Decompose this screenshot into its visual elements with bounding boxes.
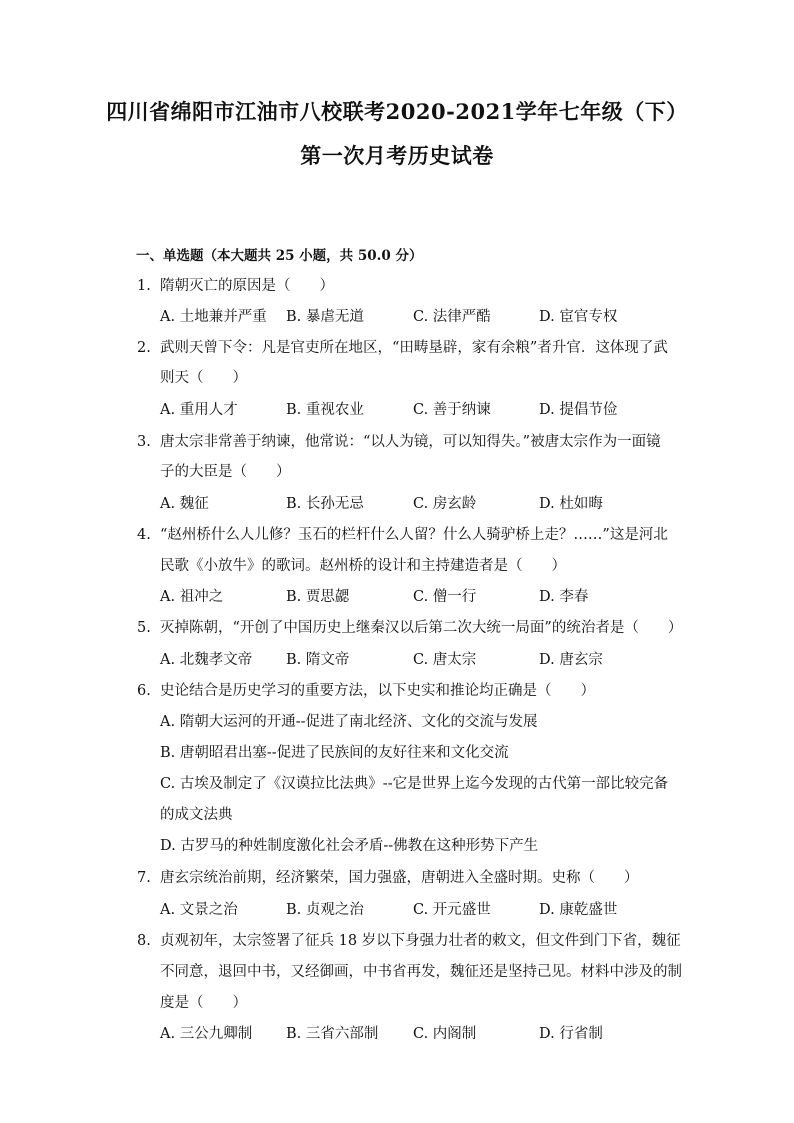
- question-number: 4.: [137, 527, 151, 543]
- option-c: C. 古埃及制定了《汉谟拉比法典》--它是世界上迄今发现的古代第一部比较完备: [160, 776, 669, 792]
- option-d: D. 提倡节俭: [539, 402, 618, 418]
- option-a: A. 祖冲之: [160, 589, 224, 605]
- question-stem-cont-2: 度是（ ）: [160, 995, 247, 1011]
- option-c: C. 僧一行: [413, 589, 477, 605]
- question-stem: “赵州桥什么人儿修？玉石的栏杆什么人留？什么人骑驴桥上走？……”这是河北: [160, 527, 668, 543]
- option-c: C. 开元盛世: [413, 902, 491, 918]
- option-c: C. 善于纳谏: [413, 402, 491, 418]
- question-stem: 唐玄宗统治前期，经济繁荣，国力强盛，唐朝进入全盛时期。史称（ ）: [160, 870, 639, 886]
- option-b: B. 重视农业: [286, 402, 364, 418]
- option-a: A. 文景之治: [160, 902, 238, 918]
- question-stem: 史论结合是历史学习的重要方法，以下史实和推论均正确是（ ）: [160, 683, 595, 699]
- option-d: D. 行省制: [539, 1026, 603, 1042]
- option-a: A. 北魏孝文帝: [160, 652, 253, 668]
- option-c: C. 唐太宗: [413, 652, 477, 668]
- option-a: A. 三公九卿制: [160, 1026, 253, 1042]
- question-stem: 贞观初年，太宗签署了征兵 18 岁以下身强力壮者的敕文，但文件到门下省，魏征: [160, 933, 681, 949]
- option-a: A. 魏征: [160, 496, 209, 512]
- option-c: C. 法律严酷: [413, 309, 491, 325]
- option-b: B. 隋文帝: [286, 652, 350, 668]
- option-d: D. 杜如晦: [539, 496, 603, 512]
- question-number: 2.: [137, 340, 151, 356]
- page-title-line-1: 四川省绵阳市江油市八校联考2020-2021学年七年级（下）: [106, 99, 688, 124]
- option-b: B. 唐朝昭君出塞--促进了民族间的友好往来和文化交流: [160, 745, 509, 761]
- option-d: D. 古罗马的种姓制度激化社会矛盾--佛教在这种形势下产生: [160, 838, 539, 854]
- section-header: 一、单选题（本大题共 25 小题，共 50.0 分）: [136, 248, 423, 264]
- question-stem: 唐太宗非常善于纳谏，他常说：“以人为镜，可以知得失。”被唐太宗作为一面镜: [160, 434, 661, 450]
- question-stem-cont: 则天（ ）: [160, 370, 247, 386]
- page-title-line-2: 第一次月考历史试卷: [300, 143, 494, 168]
- question-stem: 隋朝灭亡的原因是（ ）: [160, 278, 334, 294]
- question-stem-cont: 不同意，退回中书，又经御画，中书省再发，魏征还是坚持己见。材料中涉及的制: [160, 964, 682, 980]
- option-b: B. 长孙无忌: [286, 496, 364, 512]
- question-number: 1.: [137, 278, 151, 294]
- option-c: C. 内阁制: [413, 1026, 477, 1042]
- option-d: D. 李春: [539, 589, 589, 605]
- question-number: 8.: [137, 933, 151, 949]
- question-number: 5.: [137, 620, 151, 636]
- question-number: 7.: [137, 870, 151, 886]
- option-b: B. 贞观之治: [286, 902, 364, 918]
- option-b: B. 三省六部制: [286, 1026, 379, 1042]
- option-b: B. 贾思勰: [286, 589, 350, 605]
- question-stem: 灭掉陈朝，“开创了中国历史上继秦汉以后第二次大统一局面”的统治者是（ ）: [160, 620, 683, 636]
- question-stem-cont: 民歌《小放牛》的歌词。赵州桥的设计和主持建造者是（ ）: [160, 558, 566, 574]
- option-d: D. 宦官专权: [539, 309, 618, 325]
- option-a: A. 土地兼并严重: [160, 309, 267, 325]
- option-d: D. 唐玄宗: [539, 652, 603, 668]
- question-number: 6.: [137, 683, 151, 699]
- question-number: 3.: [137, 434, 151, 450]
- question-stem: 武则天曾下令：凡是官吏所在地区，“田畴垦辟，家有余粮”者升官．这体现了武: [160, 340, 668, 356]
- option-a: A. 隋朝大运河的开通--促进了南北经济、文化的交流与发展: [160, 714, 538, 730]
- option-c-cont: 的成文法典: [160, 807, 233, 823]
- option-a: A. 重用人才: [160, 402, 238, 418]
- option-b: B. 暴虐无道: [286, 309, 364, 325]
- option-d: D. 康乾盛世: [539, 902, 618, 918]
- option-c: C. 房玄龄: [413, 496, 477, 512]
- question-stem-cont: 子的大臣是（ ）: [160, 464, 291, 480]
